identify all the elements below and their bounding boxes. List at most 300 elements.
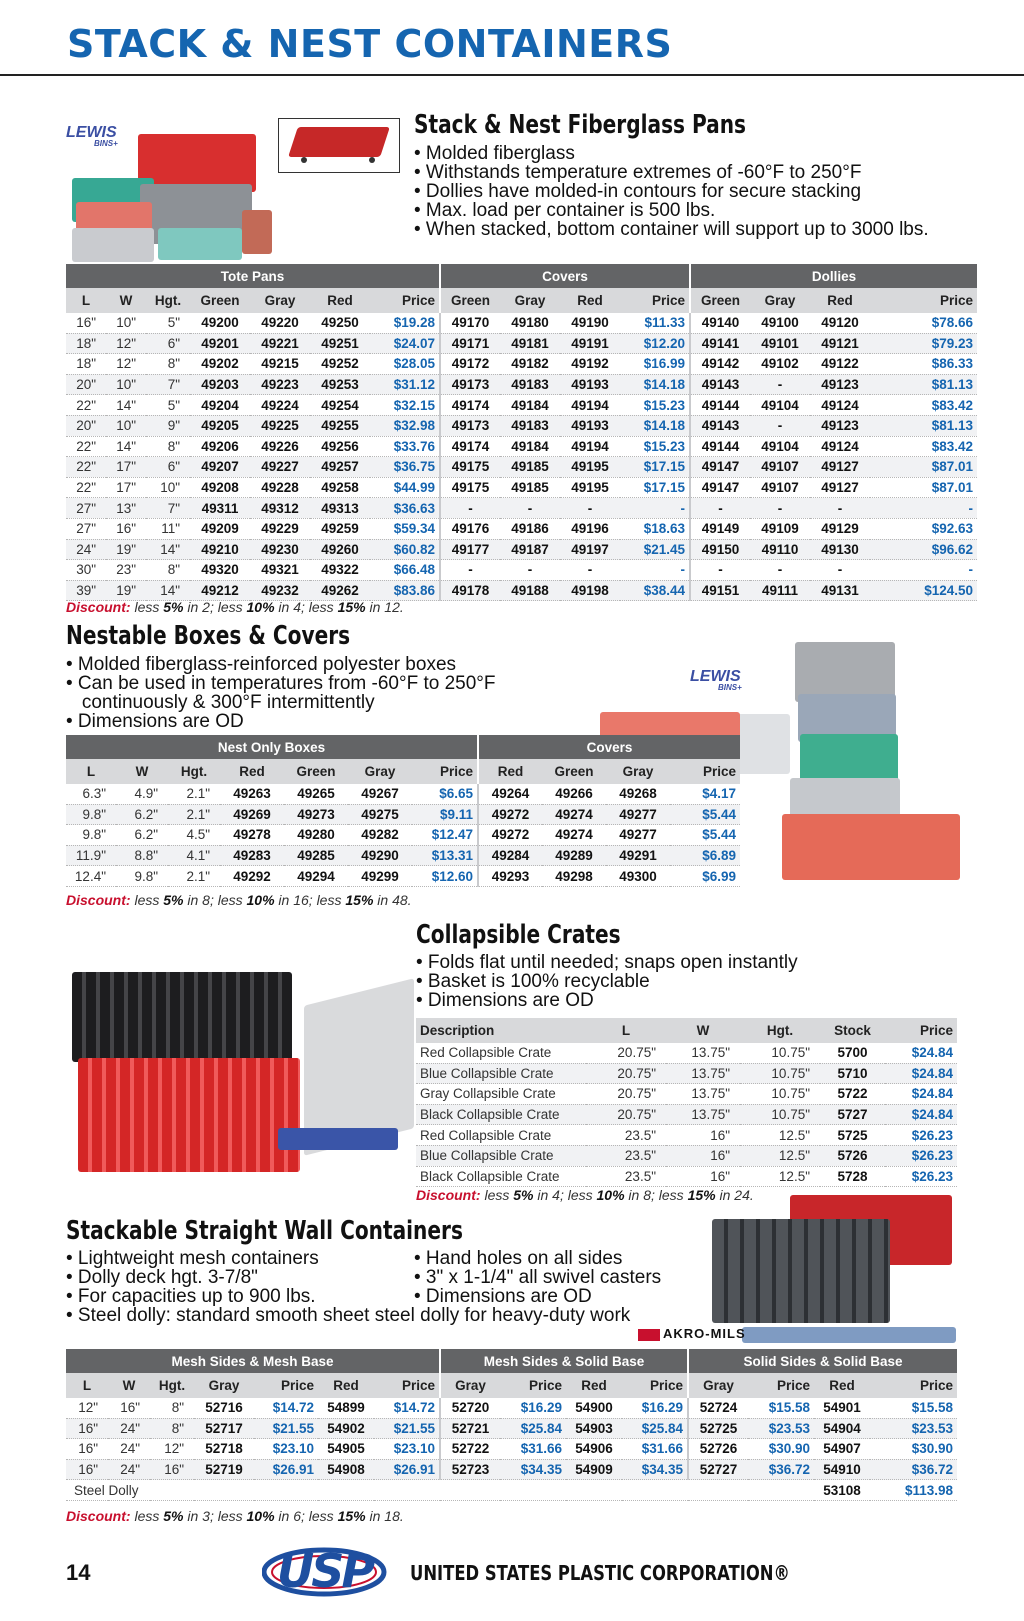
steel-dolly-stock: 53108 <box>814 1480 870 1501</box>
price-cell: $26.23 <box>885 1145 957 1166</box>
table-cell: - <box>500 498 560 519</box>
table-cell: 49203 <box>190 374 250 395</box>
price-cell: $36.72 <box>870 1459 957 1480</box>
table-cell: 52726 <box>688 1439 748 1460</box>
table-cell: 49181 <box>500 333 560 354</box>
table-cell: 49252 <box>310 354 370 375</box>
table-cell: 49111 <box>750 580 810 601</box>
price-cell: $30.90 <box>870 1439 957 1460</box>
discount-value: 10% <box>246 599 275 615</box>
usp-logo <box>262 1540 387 1602</box>
price-cell: $34.35 <box>622 1459 688 1480</box>
table-cell: 49228 <box>250 477 310 498</box>
price-cell: $9.11 <box>412 804 478 825</box>
feature-item: • Basket is 100% recyclable <box>416 971 650 992</box>
table-cell: - <box>560 498 620 519</box>
company-name: UNITED STATES PLASTIC CORPORATION® <box>410 1561 790 1585</box>
table-cell: 24" <box>108 1439 150 1460</box>
column-header: Price <box>254 1373 318 1398</box>
feature-item: • Steel dolly: standard smooth sheet steel dolly for heavy-duty work <box>66 1305 631 1326</box>
collapsible-crates-image <box>66 972 416 1177</box>
table-cell: 22" <box>66 457 106 478</box>
table-cell: 13.75" <box>666 1104 740 1125</box>
table-cell: - <box>440 560 500 581</box>
table-cell: 16" <box>66 313 106 333</box>
discount-text: in 12. <box>365 599 404 615</box>
feature-item: • Hand holes on all sides <box>414 1248 623 1269</box>
table-row <box>66 415 977 436</box>
table-cell: 13.75" <box>666 1063 740 1084</box>
table-cell: 49272 <box>478 804 542 825</box>
table-cell: 49291 <box>606 845 670 866</box>
table-cell: 49183 <box>500 415 560 436</box>
table-cell: 49256 <box>310 436 370 457</box>
straight-wall-features-right <box>414 1249 661 1306</box>
discount-label: Discount: <box>416 1187 481 1203</box>
discount-text: in 16; less <box>274 892 346 908</box>
price-cell: - <box>870 498 977 519</box>
feature-item: • Molded fiberglass <box>414 143 575 164</box>
table-cell: 16" <box>66 1418 108 1439</box>
table-cell: 12.5" <box>740 1166 820 1187</box>
fiberglass-pans-features <box>414 144 929 239</box>
table-cell: 49274 <box>542 804 606 825</box>
discount-text: in 2; less <box>183 599 247 615</box>
table-cell: 49183 <box>500 374 560 395</box>
table-cell: 49194 <box>560 395 620 416</box>
price-cell: $28.05 <box>370 354 440 375</box>
table-row <box>66 580 977 601</box>
table-cell: 6.3" <box>66 784 116 804</box>
price-cell: $24.84 <box>885 1063 957 1084</box>
table-cell: 49253 <box>310 374 370 395</box>
table-cell: 49147 <box>690 477 750 498</box>
column-header: Hgt. <box>150 1373 194 1398</box>
price-cell: $83.86 <box>370 580 440 601</box>
table-cell: 49141 <box>690 333 750 354</box>
table-row <box>66 395 977 416</box>
feature-item: • Dimensions are OD <box>416 990 594 1011</box>
column-header: Red <box>814 1373 870 1398</box>
table-cell: 10" <box>106 374 146 395</box>
brand-logo-text: AKRO-MILS <box>663 1326 746 1341</box>
table-cell: 49104 <box>750 395 810 416</box>
table-cell: 49109 <box>750 518 810 539</box>
table-cell: 18" <box>66 354 106 375</box>
table-cell: 49192 <box>560 354 620 375</box>
table-cell: 49284 <box>478 845 542 866</box>
discount-text: in 4; less <box>274 599 338 615</box>
table-cell: 52727 <box>688 1459 748 1480</box>
brand-logo-sub: BINS+ <box>718 683 742 692</box>
table-cell: 49147 <box>690 457 750 478</box>
table-cell: 12" <box>150 1439 194 1460</box>
table-cell: 20.75" <box>586 1104 666 1125</box>
table-cell: 49176 <box>440 518 500 539</box>
table-cell: 49232 <box>250 580 310 601</box>
price-cell: $36.75 <box>370 457 440 478</box>
table-cell: 4.9" <box>116 784 168 804</box>
price-cell: $5.44 <box>670 804 740 825</box>
table-cell: 19" <box>106 580 146 601</box>
table-cell: 49127 <box>810 457 870 478</box>
table-cell: 5726 <box>820 1145 885 1166</box>
column-header: Price <box>374 1373 440 1398</box>
feature-item: • Can be used in temperatures from -60°F to 250°F <box>66 673 496 694</box>
table-cell: - <box>690 560 750 581</box>
price-cell: $34.35 <box>500 1459 566 1480</box>
akro-mils-logo <box>638 1326 746 1341</box>
table-cell: 49224 <box>250 395 310 416</box>
table-cell: 49197 <box>560 539 620 560</box>
description-cell: Red Collapsible Crate <box>416 1043 586 1063</box>
column-header: Green <box>284 759 348 784</box>
table-cell: 49123 <box>810 374 870 395</box>
table-cell: 49202 <box>190 354 250 375</box>
table-cell: 49290 <box>348 845 412 866</box>
price-cell: $21.55 <box>254 1418 318 1439</box>
table-row <box>66 539 977 560</box>
collapsible-crates-table <box>416 1018 957 1187</box>
table-cell: 49195 <box>560 477 620 498</box>
price-cell: $12.47 <box>412 825 478 846</box>
table-cell: 9.8" <box>66 804 116 825</box>
table-cell: 54910 <box>814 1459 870 1480</box>
table-cell: 49311 <box>190 498 250 519</box>
table-cell: 49250 <box>310 313 370 333</box>
table-row <box>66 498 977 519</box>
title-divider <box>0 74 1024 76</box>
table-cell: 49177 <box>440 539 500 560</box>
price-cell: $12.60 <box>412 866 478 887</box>
table-cell: 49193 <box>560 415 620 436</box>
table-row <box>66 1418 957 1439</box>
table-cell: 49195 <box>560 457 620 478</box>
table-cell: 49278 <box>220 825 284 846</box>
table-cell: 49321 <box>250 560 310 581</box>
price-cell: $66.48 <box>370 560 440 581</box>
table-cell: 49259 <box>310 518 370 539</box>
table-cell: 49225 <box>250 415 310 436</box>
price-cell: - <box>870 560 977 581</box>
table-cell: 49273 <box>284 804 348 825</box>
table-cell: 22" <box>66 477 106 498</box>
table-cell: 49229 <box>250 518 310 539</box>
group-header-covers: Covers <box>440 264 690 288</box>
group-header-tote-pans: Tote Pans <box>66 264 440 288</box>
group-header-dollies: Dollies <box>690 264 977 288</box>
table-cell: 6" <box>146 333 190 354</box>
description-cell: Red Collapsible Crate <box>416 1125 586 1146</box>
feature-item: • Withstands temperature extremes of -60°F to 250°F <box>414 162 862 183</box>
table-cell: 54901 <box>814 1398 870 1418</box>
price-cell: $6.65 <box>412 784 478 804</box>
feature-item: • For capacities up to 900 lbs. <box>66 1286 316 1307</box>
price-cell: $36.72 <box>748 1459 814 1480</box>
price-cell: $5.44 <box>670 825 740 846</box>
column-header: Green <box>690 288 750 313</box>
table-row <box>66 845 740 866</box>
table-cell: 49191 <box>560 333 620 354</box>
table-cell: 49193 <box>560 374 620 395</box>
column-header: L <box>66 1373 108 1398</box>
table-cell: 49173 <box>440 415 500 436</box>
price-cell: $19.28 <box>370 313 440 333</box>
table-cell: 20.75" <box>586 1063 666 1084</box>
table-cell: 24" <box>108 1418 150 1439</box>
discount-value: 15% <box>337 599 366 615</box>
table-cell: - <box>750 560 810 581</box>
price-cell: $6.89 <box>670 845 740 866</box>
column-header-row <box>416 1018 957 1043</box>
table-cell: 49223 <box>250 374 310 395</box>
price-cell: $59.34 <box>370 518 440 539</box>
table-cell: 22" <box>66 395 106 416</box>
table-cell: 14" <box>106 436 146 457</box>
section-title-nestable-boxes: Nestable Boxes & Covers <box>66 621 351 651</box>
feature-item: • Dimensions are OD <box>414 1286 592 1307</box>
table-cell: 10" <box>106 313 146 333</box>
column-header: Price <box>622 1373 688 1398</box>
table-cell: 49207 <box>190 457 250 478</box>
table-cell: 23.5" <box>586 1125 666 1146</box>
table-cell: 52725 <box>688 1418 748 1439</box>
table-cell: 49143 <box>690 374 750 395</box>
column-header: Gray <box>250 288 310 313</box>
table-cell: 49172 <box>440 354 500 375</box>
discount-text: in 18. <box>365 1508 404 1524</box>
table-cell: 8" <box>146 560 190 581</box>
column-header: L <box>66 759 116 784</box>
discount-value: 15% <box>687 1187 716 1203</box>
table-cell: 13" <box>106 498 146 519</box>
discount-label: Discount: <box>66 1508 131 1524</box>
column-header: Stock <box>820 1018 885 1043</box>
price-cell: $26.91 <box>374 1459 440 1480</box>
nestable-boxes-discount <box>66 892 412 908</box>
table-cell: 49120 <box>810 313 870 333</box>
table-cell: 49272 <box>478 825 542 846</box>
table-cell: 16" <box>66 1459 108 1480</box>
table-row <box>66 1398 957 1418</box>
price-cell: $14.72 <box>374 1398 440 1418</box>
table-cell: 49174 <box>440 436 500 457</box>
feature-item: continuously & 300°F intermittently <box>66 692 375 713</box>
discount-value: 10% <box>246 892 275 908</box>
description-cell: Black Collapsible Crate <box>416 1104 586 1125</box>
column-header: Price <box>870 288 977 313</box>
table-row <box>66 1439 957 1460</box>
table-cell: 23" <box>106 560 146 581</box>
price-cell: $17.15 <box>620 457 690 478</box>
table-cell: 9.8" <box>116 866 168 887</box>
column-header: Price <box>748 1373 814 1398</box>
table-cell: - <box>810 498 870 519</box>
price-cell: $24.84 <box>885 1084 957 1105</box>
price-cell: $25.84 <box>500 1418 566 1439</box>
table-cell: 49185 <box>500 457 560 478</box>
table-row <box>416 1084 957 1105</box>
table-cell: 14" <box>146 539 190 560</box>
table-cell: 49266 <box>542 784 606 804</box>
straight-wall-containers-image <box>712 1195 957 1350</box>
table-cell: 49227 <box>250 457 310 478</box>
price-cell: $25.84 <box>622 1418 688 1439</box>
discount-label: Discount: <box>66 599 131 615</box>
price-cell: $26.23 <box>885 1166 957 1187</box>
discount-label: Discount: <box>66 892 131 908</box>
table-cell: 8" <box>150 1398 194 1418</box>
price-cell: $16.29 <box>500 1398 566 1418</box>
table-cell: 52723 <box>440 1459 500 1480</box>
table-cell: 49268 <box>606 784 670 804</box>
group-header-covers: Covers <box>478 735 740 759</box>
price-cell: $32.15 <box>370 395 440 416</box>
feature-item: • Dollies have molded-in contours for secure stacking <box>414 181 862 202</box>
price-cell: $31.66 <box>622 1439 688 1460</box>
nestable-boxes-features <box>66 655 496 731</box>
brand-logo-sub: BINS+ <box>94 139 118 148</box>
price-cell: $21.45 <box>620 539 690 560</box>
column-header: W <box>116 759 168 784</box>
table-cell: 5" <box>146 395 190 416</box>
table-cell: 49257 <box>310 457 370 478</box>
discount-text: in 6; less <box>274 1508 338 1524</box>
table-cell: 13.75" <box>666 1084 740 1105</box>
price-cell: $44.99 <box>370 477 440 498</box>
usp-logo-text: USP <box>276 1544 373 1598</box>
table-cell: 49140 <box>690 313 750 333</box>
table-cell: 12.5" <box>740 1125 820 1146</box>
table-cell: 5725 <box>820 1125 885 1146</box>
page-title: STACK & NEST CONTAINERS <box>67 22 673 66</box>
steel-dolly-label: Steel Dolly <box>66 1480 814 1501</box>
column-header: Hgt. <box>168 759 220 784</box>
table-cell: 4.1" <box>168 845 220 866</box>
price-cell: $26.91 <box>254 1459 318 1480</box>
table-cell: 27" <box>66 518 106 539</box>
price-cell: $21.55 <box>374 1418 440 1439</box>
table-row <box>66 477 977 498</box>
table-cell: 49299 <box>348 866 412 887</box>
table-cell: 49151 <box>690 580 750 601</box>
table-cell: 2.1" <box>168 804 220 825</box>
column-header: Price <box>620 288 690 313</box>
table-cell: 16" <box>150 1459 194 1480</box>
section-title-straight-wall: Stackable Straight Wall Containers <box>66 1216 463 1246</box>
nestable-boxes-table <box>66 735 740 887</box>
straight-wall-table <box>66 1349 957 1501</box>
table-cell: 49294 <box>284 866 348 887</box>
table-cell: 49204 <box>190 395 250 416</box>
table-row <box>66 333 977 354</box>
brand-logo-text: LEWIS <box>690 668 741 685</box>
table-cell: 49205 <box>190 415 250 436</box>
table-cell: 6.2" <box>116 804 168 825</box>
column-header: W <box>106 288 146 313</box>
table-cell: 49149 <box>690 518 750 539</box>
table-cell: 49210 <box>190 539 250 560</box>
table-cell: 49170 <box>440 313 500 333</box>
table-cell: 49127 <box>810 477 870 498</box>
table-cell: 49150 <box>690 539 750 560</box>
table-cell: 22" <box>66 436 106 457</box>
description-cell: Blue Collapsible Crate <box>416 1063 586 1084</box>
column-header: Red <box>566 1373 622 1398</box>
price-cell: $30.90 <box>748 1439 814 1460</box>
table-cell: 49267 <box>348 784 412 804</box>
table-cell: 49198 <box>560 580 620 601</box>
table-cell: 16" <box>108 1398 150 1418</box>
table-row <box>66 784 740 804</box>
nestable-boxes-image <box>720 638 960 883</box>
table-cell: 7" <box>146 498 190 519</box>
price-cell: $26.23 <box>885 1125 957 1146</box>
table-row <box>66 560 977 581</box>
feature-item: • Dimensions are OD <box>66 711 244 732</box>
table-cell: 8" <box>146 354 190 375</box>
table-cell: 49313 <box>310 498 370 519</box>
table-cell: 12.4" <box>66 866 116 887</box>
column-header-row <box>66 1373 957 1398</box>
discount-value: 5% <box>163 1508 184 1524</box>
price-cell: $13.31 <box>412 845 478 866</box>
table-cell: 5722 <box>820 1084 885 1105</box>
table-row <box>66 825 740 846</box>
table-cell: 49254 <box>310 395 370 416</box>
table-cell: 6.2" <box>116 825 168 846</box>
table-cell: 23.5" <box>586 1166 666 1187</box>
table-cell: 49264 <box>478 784 542 804</box>
table-cell: 49201 <box>190 333 250 354</box>
table-cell: 49251 <box>310 333 370 354</box>
column-header: Price <box>412 759 478 784</box>
price-cell: $15.23 <box>620 395 690 416</box>
table-cell: 52722 <box>440 1439 500 1460</box>
discount-text: in 24. <box>715 1187 754 1203</box>
feature-item: • Max. load per container is 500 lbs. <box>414 200 716 221</box>
description-cell: Gray Collapsible Crate <box>416 1084 586 1105</box>
table-cell: 49178 <box>440 580 500 601</box>
discount-value: 10% <box>246 1508 275 1524</box>
price-cell: $36.63 <box>370 498 440 519</box>
table-cell: 49184 <box>500 436 560 457</box>
table-cell: 5727 <box>820 1104 885 1125</box>
table-cell: 16" <box>666 1125 740 1146</box>
table-cell: 49129 <box>810 518 870 539</box>
table-cell: 49173 <box>440 374 500 395</box>
discount-text: less <box>130 599 164 615</box>
table-cell: 6" <box>146 457 190 478</box>
price-cell: $14.18 <box>620 374 690 395</box>
table-cell: 14" <box>146 580 190 601</box>
column-header: Hgt. <box>740 1018 820 1043</box>
price-cell: $23.10 <box>374 1439 440 1460</box>
column-header: Red <box>220 759 284 784</box>
table-cell: 49190 <box>560 313 620 333</box>
table-cell: 49188 <box>500 580 560 601</box>
table-cell: 49263 <box>220 784 284 804</box>
price-cell: $15.23 <box>620 436 690 457</box>
table-cell: 10" <box>146 477 190 498</box>
table-cell: - <box>750 415 810 436</box>
column-header: W <box>108 1373 150 1398</box>
table-cell: 49265 <box>284 784 348 804</box>
table-cell: 49185 <box>500 477 560 498</box>
table-cell: 49258 <box>310 477 370 498</box>
table-cell: 54904 <box>814 1418 870 1439</box>
table-cell: 10" <box>106 415 146 436</box>
